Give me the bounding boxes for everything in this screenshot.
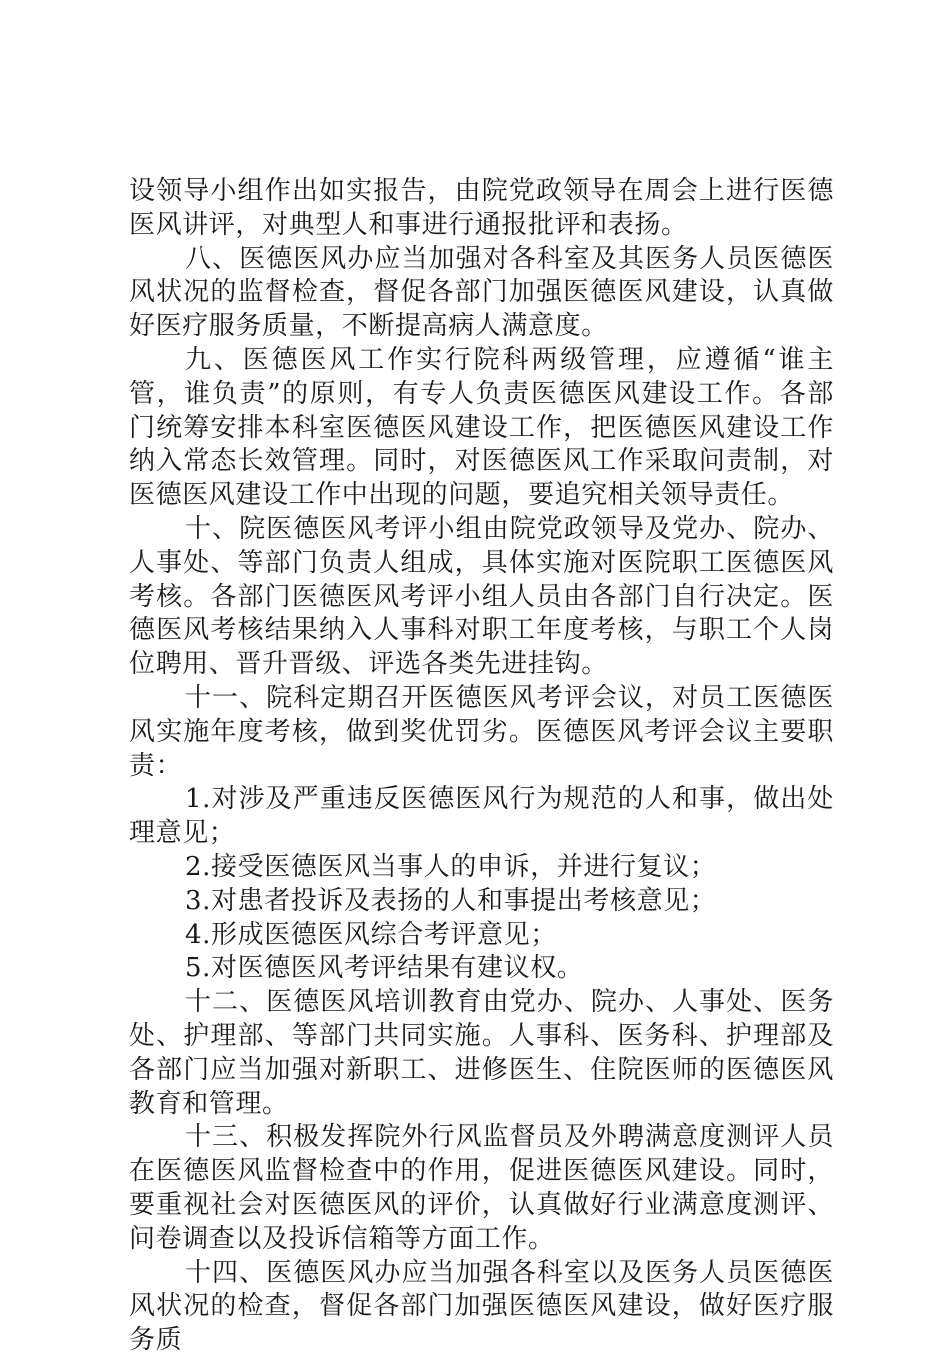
paragraph-continued: 设领导小组作出如实报告，由院党政领导在周会上进行医德医风讲评，对典型人和事进行通报批评和表扬。 <box>129 176 834 240</box>
paragraph-article-9: 九、医德医风工作实行院科两级管理，应遵循“谁主管，谁负责”的原则，有专人负责医德医风建设工作。各部门统筹安排本科室医德医风建设工作，把医德医风建设工作纳入常态长效管理。同时，对医德医风工作采取问责制，对医德医风建设工作中出现的问题，要追究相关领导责任。 <box>129 344 834 511</box>
list-item-duty-2: 2.接受医德医风当事人的申诉，并进行复议； <box>185 851 717 882</box>
list-item-duty-1: 1.对涉及严重违反医德医风行为规范的人和事，做出处理意见； <box>129 784 834 849</box>
document-body <box>129 175 834 1358</box>
paragraph-article-14: 十四、医德医风办应当加强各科室以及医务人员医德医风状况的检查，督促各部门加强医德医风建设，做好医疗服务质 <box>129 1257 834 1356</box>
paragraph-article-13: 十三、积极发挥院外行风监督员及外聘满意度测评人员在医德医风监督检查中的作用，促进医德医风建设。同时，要重视社会对医德医风的评价，认真做好行业满意度测评、问卷调查以及投诉信箱等方面工作。 <box>129 1122 834 1254</box>
list-item-duty-5: 5.对医德医风考评结果有建议权。 <box>185 953 584 984</box>
list-item-duty-4: 4.形成医德医风综合考评意见； <box>185 919 557 950</box>
paragraph-article-11: 十一、院科定期召开医德医风考评会议，对员工医德医风实施年度考核，做到奖优罚劣。医德医风考评会议主要职责： <box>129 682 834 781</box>
paragraph-article-10: 十、院医德医风考评小组由院党政领导及党办、院办、人事处、等部门负责人组成，具体实施对医院职工医德医风考核。各部门医德医风考评小组人员由各部门自行决定。医德医风考核结果纳入人事科对职工年度考核，与职工个人岗位聘用、晋升晋级、评选各类先进挂钩。 <box>129 513 834 680</box>
paragraph-article-12: 十二、医德医风培训教育由党办、院办、人事处、医务处、护理部、等部门共同实施。人事科、医务科、护理部及各部门应当加强对新职工、进修医生、住院医师的医德医风教育和管理。 <box>129 987 834 1119</box>
list-item-duty-3: 3.对患者投诉及表扬的人和事提出考核意见； <box>185 885 717 916</box>
paragraph-article-8: 八、医德医风办应当加强对各科室及其医务人员医德医风状况的监督检查，督促各部门加强医德医风建设，认真做好医疗服务质量，不断提高病人满意度。 <box>129 243 834 342</box>
